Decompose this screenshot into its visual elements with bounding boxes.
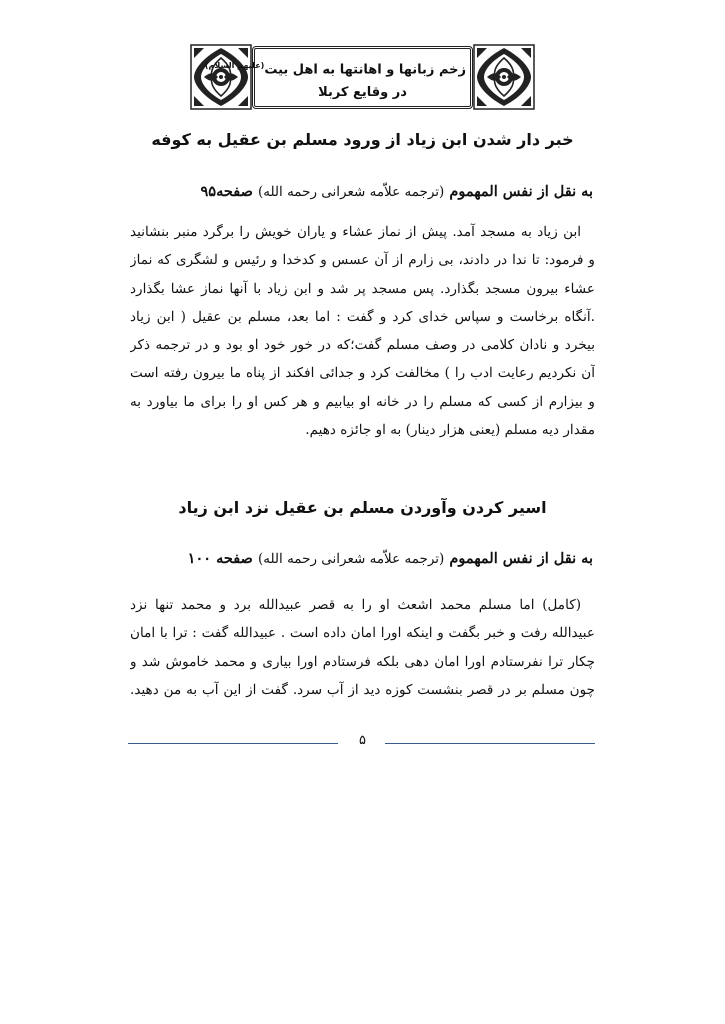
text-line: آن نکردیم رعایت ادب را ) مخالفت کرد و جدائی افکند از پناه ما بیرون رفته است — [130, 365, 595, 382]
section-heading-2: اسیر کردن وآوردن مسلم بن عقیل نزد ابن زیاد — [178, 498, 547, 517]
source-page: صفحه ۱۰۰ — [187, 550, 253, 567]
text-line: بیخرد و نادان کلامی در وصف مسلم گفت؛که در خور خود او بود و در ترجمه ذکر — [130, 337, 595, 354]
text-line: و بیزارم از کسی که مسلم را در خانه او بیابیم و هر کس او را برای ما بیاورد به — [130, 393, 595, 410]
text-line: و فرمود: تا ندا در دادند، بی زارم از آن عسس و کدخدا و رئیس و لشگری که نماز — [130, 252, 595, 269]
honorific: (علیهم السلام) — [204, 61, 265, 70]
source-title: به نقل از نفس المهموم — [449, 550, 593, 567]
paragraph-1 — [130, 218, 595, 444]
text-line: مقدار دیه مسلم (یعنی هزار دینار) به او جائزه دهیم. — [305, 422, 595, 439]
text-line: (کامل) اما مسلم محمد اشعث او را به قصر عبیدالله برد و محمد تنها نزد — [130, 597, 581, 613]
text-line: عبیدالله رفت و خبر بگفت و اینکه اورا امان داده است . عبیدالله گفت : ترا با امان — [130, 625, 595, 642]
page-number: ۵ — [359, 733, 366, 748]
book-subtitle: در وقایع کربلا — [318, 85, 407, 100]
footer-rule-left — [128, 743, 338, 744]
source-citation-2 — [123, 550, 593, 567]
book-title: زخم زبانها و اهانتها به اهل بیت$^{(علیهم السلام)}$ — [204, 61, 466, 78]
footer-rule-right — [385, 743, 595, 744]
section-heading-1: خبر دار شدن ابن زیاد از ورود مسلم بن عقیل به کوفه — [151, 130, 574, 149]
header-banner — [190, 40, 535, 115]
source-translator: (ترجمه علاّمه شعرانی رحمه الله) — [257, 184, 445, 200]
text-line: ابن زیاد به مسجد آمد. پیش از نماز عشاء و یاران خویش را برگرد منبر بنشانید — [130, 224, 581, 240]
source-translator: (ترجمه علاّمه شعرانی رحمه الله) — [257, 551, 445, 567]
title-box — [204, 46, 473, 109]
text-line: عشاء بیرون مسجد بگذارد. پس مسجد پر شد و ابن زیاد با آنها نماز عشا بگذارد — [130, 280, 595, 297]
text-line: .آنگاه برخاست و سپاس خدای کرد و گفت : اما بعد، مسلم بن عقیل ( ابن زیاد — [130, 308, 595, 325]
source-title: به نقل از نفس المهموم — [449, 183, 593, 200]
right-ornament-icon — [473, 44, 535, 110]
text-line: چکار ترا نفرستادم اورا امان دهی بلکه فرستادم اورا بیاری و محمد خاموش شد و — [130, 653, 595, 670]
text-line: چون مسلم بر در قصر بنشست کوزه دید از آب سرد. گفت از این آب به من دهید. — [130, 681, 595, 698]
paragraph-2 — [130, 591, 595, 704]
source-citation-1 — [123, 183, 593, 200]
source-page: صفحه۹۵ — [200, 183, 253, 200]
